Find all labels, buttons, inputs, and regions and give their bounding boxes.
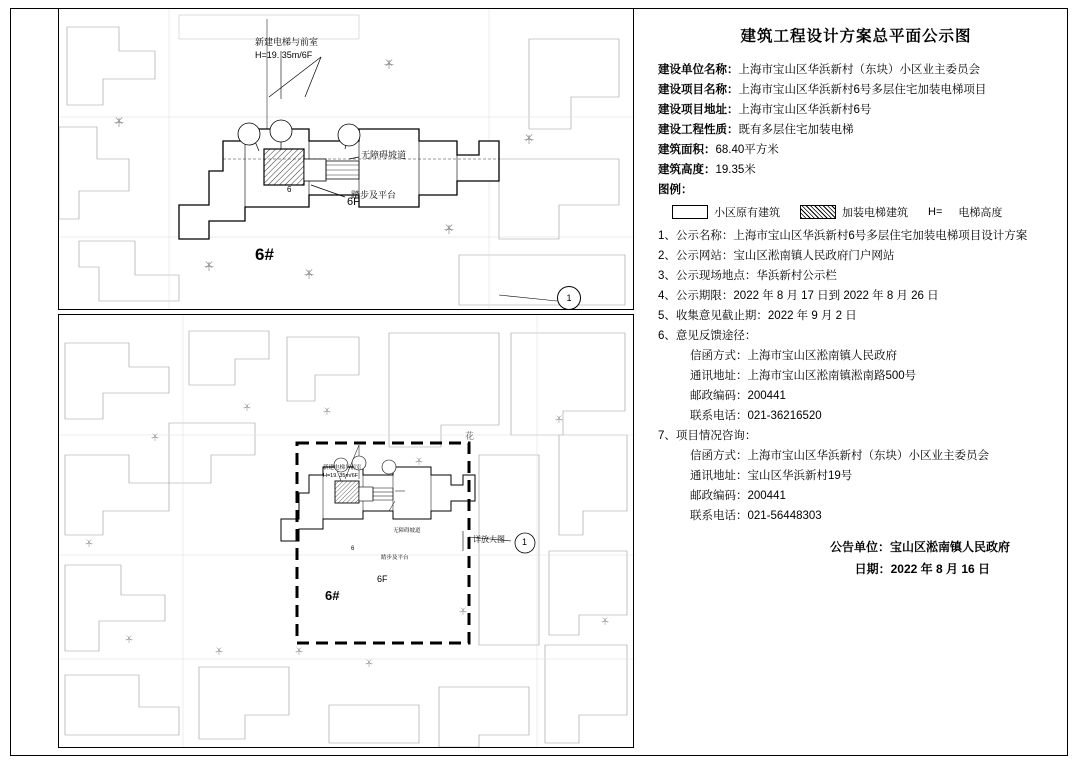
- feedback-line-4: 联系电话：021-36216520: [690, 410, 822, 422]
- detail-note-label: 详放大图: [473, 535, 505, 544]
- unit-number-label: 6: [287, 185, 292, 194]
- field-row-construction-unit: [644, 60, 1068, 80]
- field-row-project-nature: [644, 120, 1068, 140]
- field-label: 建设单位名称：: [658, 64, 739, 76]
- footer-date: 日期：2022 年 8 月 16 日: [854, 562, 990, 576]
- callout-new-elevator-line2: H=19. 35m/6F: [255, 50, 313, 60]
- public-notice-panel: [644, 8, 1068, 748]
- notice-item-text: 项目情况咨询：: [675, 430, 757, 442]
- notice-item-2: [644, 246, 1068, 266]
- field-value: 68.40平方米: [715, 144, 779, 156]
- field-row-legend-title: [644, 180, 1068, 200]
- site-plan-detail: [58, 8, 634, 310]
- notice-item-text: 公示期限：2022 年 8 月 17 日到 2022 年 8 月 26 日: [675, 290, 939, 302]
- callout-barrier-free-ramp: 无障碍坡道: [361, 150, 407, 160]
- notice-item-4: [644, 286, 1068, 306]
- legend-original-building-swatch: [672, 205, 708, 219]
- legend-original-building-label: 小区原有建筑: [714, 207, 780, 219]
- building-floor-label: 6F: [347, 196, 360, 208]
- callout-new-elevator-line2-bottom: H=19. 35m/6F: [323, 473, 359, 479]
- callout-barrier-free-ramp-bottom: 无障碍坡道: [393, 528, 421, 534]
- notice-item-number: 1、: [658, 230, 676, 242]
- building-floor-label-bottom: 6F: [377, 574, 388, 584]
- field-value: 上海市宝山区华浜新村6号多层住宅加装电梯项目: [738, 84, 987, 96]
- field-value: 既有多层住宅加装电梯: [738, 124, 854, 136]
- consult-line-2: 通讯地址：宝山区华浜新村19号: [690, 470, 853, 482]
- site-plan-overall-graphic: [59, 315, 634, 748]
- notice-item-number: 5、: [658, 310, 676, 322]
- misc-label: 花: [465, 431, 475, 441]
- notice-item-number: 6、: [658, 330, 676, 342]
- field-row-building-height: [644, 160, 1068, 180]
- field-value: 上海市宝山区华浜新村（东块）小区业主委员会: [738, 64, 980, 76]
- site-plan-detail-graphic: [59, 9, 634, 310]
- building-name-label: 6#: [255, 245, 274, 264]
- drawing-panel: [58, 8, 634, 748]
- detail-marker-1-bottom: 1: [522, 537, 528, 547]
- notice-item-number: 7、: [658, 430, 676, 442]
- field-value: 上海市宝山区华浜新村6号: [738, 104, 872, 116]
- field-row-project-name: [644, 80, 1068, 100]
- callout-new-elevator-line1-bottom: 新建电梯与前室: [323, 465, 362, 471]
- legend-elevator-building-label: 加装电梯建筑: [842, 207, 908, 219]
- notice-item-5: [644, 306, 1068, 326]
- field-label: 建设项目名称：: [658, 84, 739, 96]
- field-row-project-address: [644, 100, 1068, 120]
- consult-line-4: 联系电话：021-56448303: [690, 510, 822, 522]
- callout-steps-platform-bottom: 踏步及平台: [381, 555, 409, 561]
- notice-item-text: 收集意见截止期：2022 年 9 月 2 日: [675, 310, 857, 322]
- field-label: 图例：: [658, 184, 693, 196]
- consult-line-3: 邮政编码：200441: [690, 490, 786, 502]
- footer-issuer: 公告单位：宝山区淞南镇人民政府: [829, 540, 1010, 554]
- callout-new-elevator-line1: 新建电梯与前室: [255, 37, 319, 47]
- legend-row: [644, 204, 1068, 220]
- consult-line-1: 信函方式：上海市宝山区华浜新村（东块）小区业主委员会: [690, 450, 989, 462]
- notice-item-6: [644, 326, 1068, 346]
- notice-item-7: [644, 426, 1068, 446]
- field-label: 建设工程性质：: [658, 124, 739, 136]
- notice-item-text: 公示现场地点：华浜新村公示栏: [675, 270, 837, 282]
- legend-height-label: 电梯高度: [958, 207, 1003, 219]
- field-value: 19.35米: [715, 164, 756, 176]
- building-name-label-bottom: 6#: [325, 588, 340, 603]
- notice-item-number: 4、: [658, 290, 676, 302]
- callout-steps-platform: 踏步及平台: [351, 190, 397, 200]
- legend-elevator-building-swatch: [800, 205, 836, 219]
- site-plan-overall: [58, 314, 634, 748]
- feedback-line-3: 邮政编码：200441: [690, 390, 786, 402]
- notice-item-number: 2、: [658, 250, 676, 262]
- field-label: 建筑高度：: [658, 164, 716, 176]
- field-label: 建设项目地址：: [658, 104, 739, 116]
- page-title: 建筑工程设计方案总平面公示图: [740, 28, 972, 45]
- field-label: 建筑面积：: [658, 144, 716, 156]
- notice-item-text: 意见反馈途径：: [675, 330, 757, 342]
- notice-item-3: [644, 266, 1068, 286]
- notice-item-number: 3、: [658, 270, 676, 282]
- field-row-building-area: [644, 140, 1068, 160]
- legend-height-symbol: H=: [928, 206, 943, 218]
- notice-item-1: [644, 226, 1068, 246]
- feedback-line-1: 信函方式：上海市宝山区淞南镇人民政府: [690, 350, 897, 362]
- detail-marker-1: 1: [557, 286, 581, 310]
- notice-item-text: 公示网站：宝山区淞南镇人民政府门户网站: [675, 250, 895, 262]
- feedback-line-2: 通讯地址：上海市宝山区淞南镇淞南路500号: [690, 370, 917, 382]
- unit-number-label-bottom: 6: [351, 546, 355, 552]
- notice-item-text: 公示名称：上海市宝山区华浜新村6号多层住宅加装电梯项目设计方案: [675, 230, 1028, 242]
